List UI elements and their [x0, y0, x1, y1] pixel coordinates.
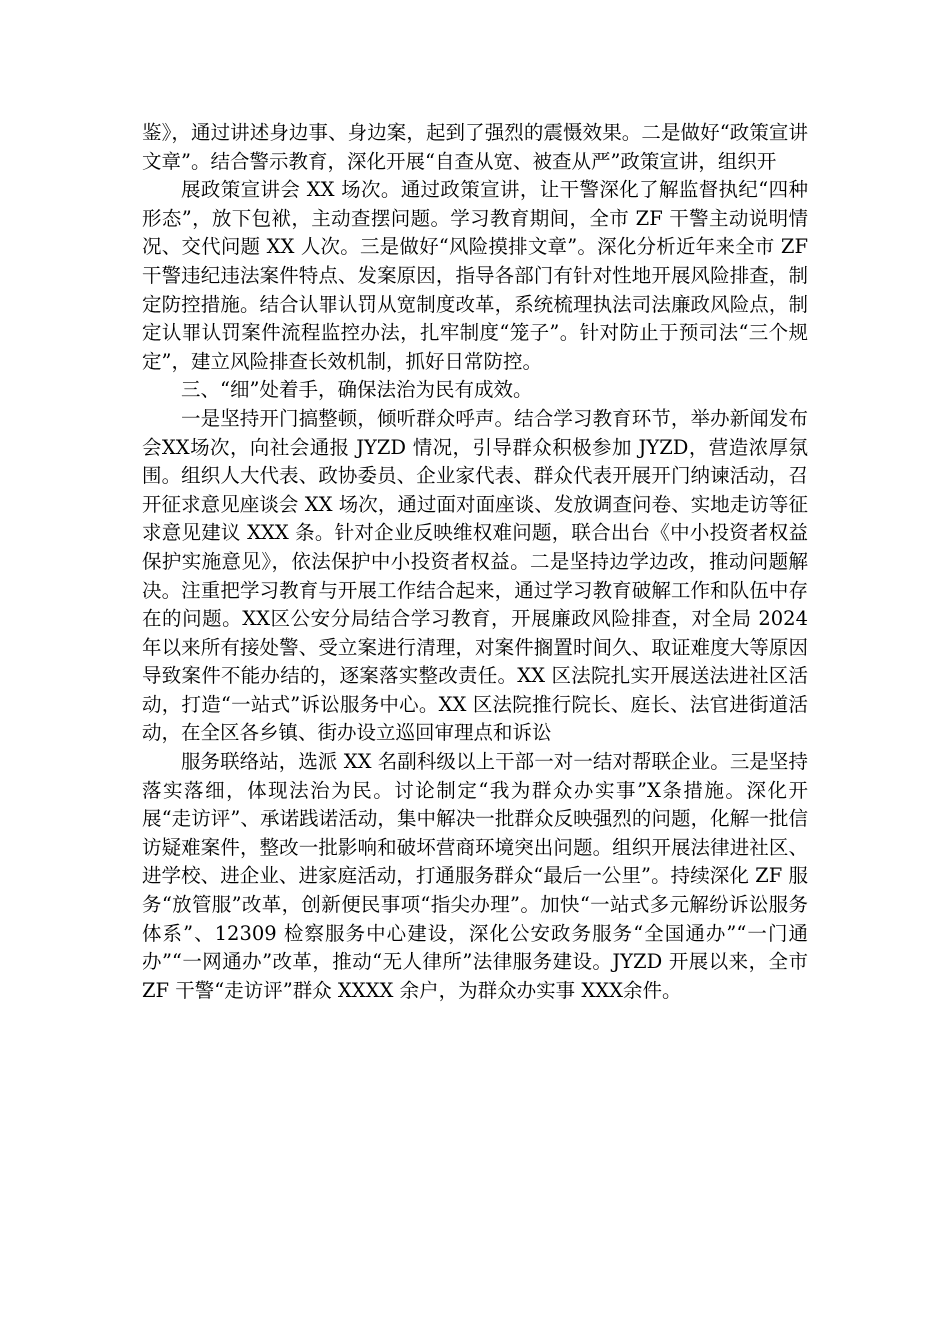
- paragraph-4: 一是坚持开门搞整顿，倾听群众呼声。结合学习教育环节，举办新闻发布会XX场次，向社会通报 JYZD 情况，引导群众积极参加 JYZD，营造浓厚氛围。组织人大代表、政协委员、企业家代表、群众代表开展开门纳谏活动，召开征求意见座谈会 XX 场次，通过面对面座谈、发放调查问卷、实地走访等征求意见建议 XXX 条。针对企业反映维权难问题，联合出台《中小投资者权益保护实施意见》，依法保护中小投资者权益。二是坚持边学边改，推动问题解决。注重把学习教育与开展工作结合起来，通过学习教育破解工作和队伍中存在的问题。XX区公安分局结合学习教育，开展廉政风险排查，对全局 2024 年以来所有接处警、受立案进行清理，对案件搁置时间久、取证难度大等原因导致案件不能办结的，逐案落实整改责任。XX 区法院扎实开展送法进社区活动，打造“一站式”诉讼服务中心。XX 区法院推行院长、庭长、法官进街道活动，在全区各乡镇、街办设立巡回审理点和诉讼: [142, 406, 808, 745]
- document-body: [142, 119, 808, 1005]
- paragraph-1: 鉴》，通过讲述身边事、身边案，起到了强烈的震慑效果。二是做好“政策宣讲文章”。结合警示教育，深化开展“自查从宽、被查从严”政策宣讲，组织开: [142, 121, 808, 173]
- section-heading-3: 三、“细”处着手，确保法治为民有成效。: [181, 378, 533, 402]
- paragraph-2: 展政策宣讲会 XX 场次。通过政策宣讲，让干警深化了解监督执纪“四种形态”，放下包袱，主动查摆问题。学习教育期间，全市 ZF 干警主动说明情况、交代问题 XX 人次。三是做好“风险摸排文章”。深化分析近年来全市 ZF 干警违纪违法案件特点、发案原因，指导各部门有针对性地开展风险排查，制定防控措施。结合认罪认罚从宽制度改革，系统梳理执法司法廉政风险点，制定认罪认罚案件流程监控办法，扎牢制度“笼子”。针对防止于预司法“三个规定”，建立风险排查长效机制，抓好日常防控。: [142, 178, 808, 373]
- paragraph-5: 服务联络站，选派 XX 名副科级以上干部一对一结对帮联企业。三是坚持落实落细，体现法治为民。讨论制定“我为群众办实事”X条措施。深化开展“走访评”、承诺践诺活动，集中解决一批群众反映强烈的问题，化解一批信访疑难案件，整改一批影响和破坏营商环境突出问题。组织开展法律进社区、进学校、进企业、进家庭活动，打通服务群众“最后一公里”。持续深化 ZF 服务“放管服”改革，创新便民事项“指尖办理”。加快“一站式多元解纷诉讼服务体系”、12309 检察服务中心建设，深化公安政务服务“全国通办”“一门通办”“一网通办”改革，推动“无人律所”法律服务建设。JYZD 开展以来，全市 ZF 干警“走访评”群众 XXXX 余户，为群众办实事 XXX余件。: [142, 750, 808, 1002]
